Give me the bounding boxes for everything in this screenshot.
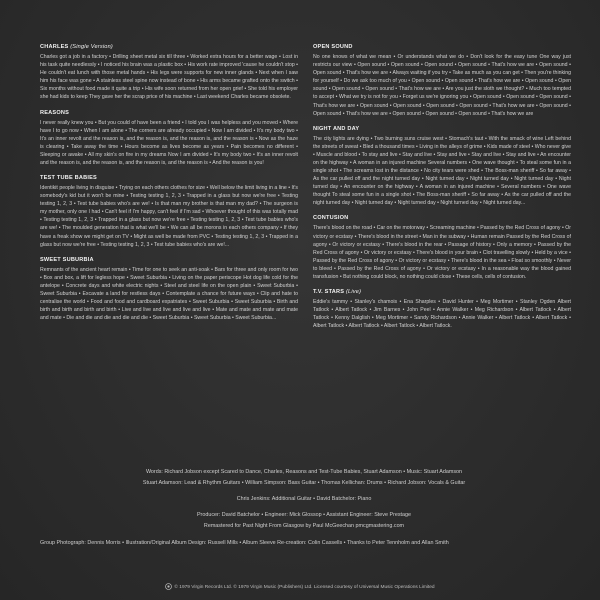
song-title-text: REASONS xyxy=(40,109,70,116)
credits-band-members: Stuart Adamson: Lead & Rhythm Guitars • William Simpson: Bass Guitar • Thomas Kellichan: Drums • Richard Jobson: Vocals & Guitar xyxy=(142,480,466,487)
song-reasons xyxy=(40,110,298,168)
song-charles xyxy=(40,44,298,102)
song-title-text: TEST TUBE BABIES xyxy=(40,175,97,182)
song-title-text: NIGHT AND DAY xyxy=(313,125,360,132)
song-lyrics: No one knows of what we mean • Or understands what we do • Don't look for the easy tune One way just restricts our view • Open sound • Open sound • Open sound • Open sound • That's how we are • Open sound • Open sound • That's how we are • Always waiting if you try • Take as much as you can get • Then you're thinking for yourself • Do we ask too much of you • Open sound • Open sound • That's how we are • Open sound • Open sound • Open sound • Open sound • That's how we are • Are you just the sloth we thought? • Much too tempted to accept • What we try is not for you • Forget us we're ignoring you • Open sound • Open sound • Open sound • That's how we are • Open sound • Open sound • Open sound • Open sound • That's how we are • Open sound • Open sound • That's how we are • Open sound • Open sound • Open sound • That's how we are xyxy=(313,54,571,117)
song-lyrics: I never really knew you • But you could of have been a friend • I told you I was helpless and you moved • Where have I to go now • When I am alone • The corners are already occupied • Now I am divided • It's my body two • It's an inner revolt and the reason is, and the reason is, and the reason is, and the reason is • Now as the haze is clearing • Take away the time • Hours become as lives become as years • Pain becomes no different • Sleeping or awake • All my skin's on fire in my dreams Now I am divided • It's my body two • It's an inner revolt and the reason is, and the reason is, and the reason is, and the reason is • And the reason is you! xyxy=(40,119,298,166)
copyright-line xyxy=(0,583,600,590)
song-title xyxy=(40,175,298,181)
song-title xyxy=(313,215,571,221)
song-title xyxy=(313,44,571,50)
right-lyrics-column xyxy=(313,44,571,338)
credits-artwork: Group Photograph: Dennis Morris • Illustration/Original Album Design: Russell Mills • Album Sleeve Re-creation: Colin Cassells • Thanks to Peter Tennholm and Allan Smith xyxy=(40,539,449,546)
copyright-logo-icon xyxy=(165,583,172,590)
credits-production: Producer: David Batchelor • Engineer: Mick Glossop • Assistant Engineer: Steve Prestage xyxy=(196,512,412,519)
song-title-text: T.V. STARS xyxy=(313,288,345,295)
song-title-text: CONTUSION xyxy=(313,215,349,222)
credits-remaster: Remastered for Past Night From Glasgow by Paul McGeechan pmcgmastering.com xyxy=(203,523,405,530)
credits-words-music: Words: Richard Jobson except Scared to Dance, Charles, Reasons and Test-Tube Babies, Stuart Adamson • Music: Stuart Adamson xyxy=(145,469,463,475)
song-title xyxy=(40,110,298,116)
song-title-text: SWEET SUBURBIA xyxy=(40,256,94,263)
song-title-note: (Live) xyxy=(345,288,362,295)
album-credits xyxy=(40,468,568,550)
credits-additional: Chris Jenkins: Additional Guitar • David Batchelor: Piano xyxy=(236,496,372,503)
song-night-and-day xyxy=(313,126,571,208)
song-contusion xyxy=(313,215,571,281)
song-title xyxy=(313,126,571,132)
left-lyrics-column xyxy=(40,44,298,330)
song-title-note: (Single Version) xyxy=(70,44,113,50)
song-title xyxy=(313,289,571,295)
song-lyrics: The city lights are dying • Two burning suns cruise west • Stomach's taut • With the smack of wine Left behind the streets of sweat • Bled a thousand times • Living in the alleys of grime • Kids made of steel • Who never give • Muscle and blood • To stay and live • Stay and live • Stay and live • Stay and live • Stay and live • An encounter on the highway • A woman in an injured machine Several numbers • One wave thought • To steal some fun in a single shot • The screams lost in the distance • No city tears were shed • The Boss-man sheriff • So far away • As the car pulled off and the night turned day • Night turned day • Night turned day • Night turned day • Night turned day • An encounter on the highway • A woman in an injured machine • Several numbers • One wave thought To steal some fun in a single shot • The Boss-man sheriff • So far away • As the car pulled off and the night turned day • Night turned day • Night turned day • Night turned day • Night turned day... xyxy=(313,135,571,207)
song-test-tube-babies xyxy=(40,175,298,249)
song-title xyxy=(40,257,298,263)
song-lyrics: Charles got a job in a factory • Drilling sheet metal six till three • Worked extra hours for a better wage • Lost in his task quite needlessly • I noticed his brain was a plastic box • His work rate improved 'cause he couldn't stop • He couldn't eat lunch with those metal hands • His legs were supports for new inner glands • Next when I saw him his face was gone • A stainless steel spine now instead of bone • His arms became grafted onto the switch • Six months without food made it quite a trip • His wife soon returned from her open grief • She told his employer she had kids to keep They gave her the scrap price of his machine • Last weekend Charles became obsolete. xyxy=(40,54,298,101)
song-lyrics: Identikit people living in disguise • Trying on each others clothes for size • Well below the limit living in a line • It's somebody's kid but it won't be mine • Testing testing 1, 2, 3 • Trapped in a glass but now we're free • Testing testing 1, 2, 3 • Test tube babies who's are we! • Is that man my brother is that man my dad? • The surgeon is my mother, only one I had • Can't feel if I'm happy, can't feel if I'm sad • Whoever thought of this was totally mad • Testing testing 1, 2, 3 • Trapped in a glass but now we're free • Testing testing 1, 2, 3 • Test tube babies who's are we! • The moulded generation that is what we'll be • We can all be morons in each others company • If they have a freak show we might get on TV • Might as well be made from PVC • Testing testing 1, 2, 3 • Trapped in a glass but now we're free • Testing testing 1, 2, 3 • Test tube babies who's are we!... xyxy=(40,185,298,248)
song-title-text: CHARLES xyxy=(40,44,69,50)
song-lyrics: There's blood on the road • Car on the motorway • Screaming machine • Passed by the Red Cross of agony • Or victory or ecstasy • There's blood in the street • Man in the subway • Human remain Passed by the Red Cross of agony • Or victory or ecstasy • There's blood in the rear • Passage of history • Only a memory • Passed by the Red Cross of agony • Or victory or ecstasy • There's blood in your brain • Clot travelling slowly • Held by a vice • Passed by the Red Cross of agony • Or victory or ecstasy • There's blood in the sea • Float so smoothly • Never to bleed • Passed by the Red Cross of agony • Or victory or ecstasy • In a reasonable way the blood gained transfusion • But nothing could block, no nothing could close • These cells, cells of contusion. xyxy=(313,225,571,280)
song-sweet-suburbia xyxy=(40,257,298,323)
song-title xyxy=(40,44,298,50)
copyright-text: © 1979 Virgin Records Ltd. © 1979 Virgin Music (Publishers) Ltd. Licensed courtesy of Universal Music Operations Limited xyxy=(174,584,435,590)
song-open-sound xyxy=(313,44,571,118)
song-title-text: OPEN SOUND xyxy=(313,44,353,50)
song-tv-stars xyxy=(313,289,571,330)
song-lyrics: Eddie's tammy • Stanley's chamois • Ena Sharples • David Hunter • Meg Mortimer • Stanley Ogden Albert Tatlock • Albert Tatlock • Jim Barnes • John Peel • Annie Walker • Meg Richardson • Albert Tatlock • Albert Tatlock • Kenny Dalglish • Meg Mortimer • Sandy Richardson • Annie Walker • Albert Tatlock • Albert Tatlock • Albert Tatlock • Albert Tatlock • Albert Tatlock • Albert Tatlock. xyxy=(313,299,571,330)
song-lyrics: Remnants of the ancient heart remain • Time for one to seek an anti-soak • Bars for three and only room for two • Box and box, a lift for legless hope • Sweet Suburbia • Living on the paper periscope Hot dog life cold for the antelope • Concrete days and white electric nights • Steel and steel life on the open plain • Sweet Suburbia • Sweet Suburbia • Excavate a land for restless days • Contemplate a chance for future ways • Clip and hate to centralise the world • Food and food and cardboard expatriates • Sweet Suburbia • Sweet Suburbia • Birth and birth and birth and birth and birth • Live and live and live and live and live • Mate and mate and mate and mate and mate • Die and die and die and die and die • Sweet Suburbia • Sweet Suburbia • Sweet Suburbia... xyxy=(40,266,298,322)
